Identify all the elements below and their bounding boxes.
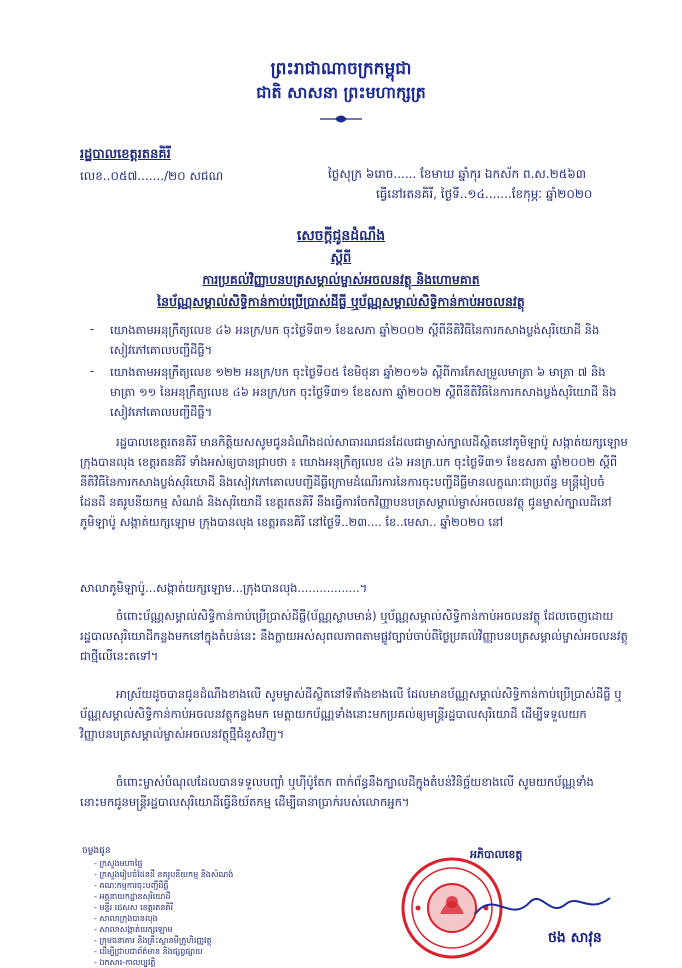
subject-label: ស្តីពី (330, 251, 352, 266)
lunar-date: ថ្ងៃសុក្រ ៦រោច...... ខែមាឃ ឆ្នាំកុរ ឯកស័ក ព.ស.២៥៦៣ (328, 167, 586, 181)
cc-item: - ដើម្បីជ្រាបជាព័ត៌មាន និងផ្សព្វផ្សាយ (94, 946, 233, 957)
signer-name: ថង សាវុន (548, 930, 602, 946)
signer-title: អភិបាលខេត្ត (470, 848, 523, 861)
cc-item: - សាលាសង្កាត់យក្សឡោម (94, 924, 233, 935)
cc-item: - ក្រសួងរៀបចំដែនដី នគរូបនីយកម្ម និងសំណង់ (94, 869, 233, 880)
subject-line-2: នៃប័ណ្ណសម្គាល់សិទ្ធិកាន់កាប់ប្រើប្រាស់ដីធ្លី ឬប័ណ្ណសម្គាល់សិទ្ធិកាន់កាប់អចលនវត្ថុ (157, 294, 525, 309)
reference-item: យោងតាមអនុក្រឹត្យលេខ ១២២ អនក្រ/បក ចុះថ្ងៃទី០៥ ខែមិថុនា ឆ្នាំ២០១៦ ស្តីពីការកែសម្រួលមាត្រា ៦ មាត្រា ៧ និងមាត្រា ១១ នៃអនុក្រឹត្យលេខ ៤៦ អនក្រ/បក ចុះថ្ងៃទី៣១ ខែឧសភា ឆ្នាំ២០០២ ស្តីពីនីតិវិធីនៃការកសាងប្លង់សុរិយោដី និងសៀវភៅគោលបញ្ជីដីធ្លី។ (110, 365, 617, 419)
cc-item: - អគ្គនាយកដ្ឋានសុរិយោដី (94, 891, 233, 902)
solar-date: ធ្វើនៅរតនគិរី, ថ្ងៃទី..១៤.......ខែកុម្ភៈ ឆ្នាំ២០២០ (376, 187, 593, 201)
cc-title: ចម្លងជូន (82, 846, 111, 856)
cc-item: - ឯកសារ-កាលប្បវត្តិ (94, 957, 233, 968)
kingdom-title: ព្រះរាជាណាចក្រកម្ពុជា (270, 59, 412, 79)
signature-icon (470, 884, 620, 928)
body-paragraph: ចំពោះប័ណ្ណសម្គាល់សិទ្ធិកាន់កាប់ប្រើប្រាស់ដីធ្លី(ប័ណ្ណស្លាបមាន់) ឬប័ណ្ណសម្គាល់សិទ្ធិកាន់កាប់អចលនវត្ថុ ដែលចេញដោយរដ្ឋបាលសុរិយោដីកន្លងមកនៅក្នុងតំបន់នេះ នឹងក្លាយអស់សុពលភាពតាមផ្លូវច្បាប់ចាប់ពីថ្ងៃប្រគល់វិញ្ញាបនបត្រសម្គាល់ម្ចាស់អចលនវត្ថុជាថ្មីលើនេះតទៅ។ (80, 609, 628, 663)
ornament-divider-icon (318, 112, 364, 126)
cc-item: - ក្រុមធនាគារ និងគ្រឹះស្ថានមីក្រូហិរញ្ញវត្ថុ (94, 935, 233, 946)
event-location: សាលាភូមិឡាប៉ូ...សង្កាត់យក្សឡោម...ក្រុងបានលុង.................។ (80, 581, 368, 595)
reference-bullet: - (90, 322, 95, 336)
cc-item: - មន្ទីរ រដសស ខេត្តរតនគិរី (94, 902, 233, 913)
body-paragraph: ចំពោះម្ចាស់បំណុលដែលបានទទួលបញ្ចាំ ឬហ៊ីប៉ូតែក ពាក់ព័ន្ធនឹងក្បាលដីក្នុងតំបន់វិនិច្ឆ័យខាងលើ សូមយកប័ណ្ណទាំងនោះមកជូនមន្ត្រីរដ្ឋបាលសុរិយោដីធ្វើនិយ័តកម្ម ដើម្បីធានាប្រាក់របស់លោកអ្នក។ (80, 775, 594, 809)
national-motto: ជាតិ សាសនា ព្រះមហាក្សត្រ (256, 83, 426, 102)
subject-line-1: ការប្រគល់វិញ្ញាបនបត្រសម្គាល់ម្ចាស់អចលនវត្ថុ និងហោមគាត (202, 272, 480, 287)
body-paragraph: អាស្រ័យដូចបានជូនដំណឹងខាងលើ សូមម្ចាស់ដីស្ថិតនៅទីតាំងខាងលើ ដែលមានប័ណ្ណសម្គាល់សិទ្ធិកាន់កាប់ប្រើប្រាស់ដីធ្លី ឬប័ណ្ណសម្គាល់សិទ្ធិកាន់កាប់អចលនវត្ថុកន្លងមក មេត្តាយកប័ណ្ណទាំងនោះមកប្រគល់ឲ្យមន្ត្រីរដ្ឋបាលសុរិយោដី ដើម្បីទទួលយកវិញ្ញាបនបត្រសម្គាល់ម្ចាស់អចលនវត្ថុថ្មីជំនួសវិញ។ (80, 687, 622, 741)
reference-number: លេខ..០៥៧......./២០ សជណ (80, 169, 224, 183)
cc-item: - សាលាក្រុងបានលុង (94, 913, 233, 924)
body-paragraph: រដ្ឋបាលខេត្តរតនគិរី មានកិត្តិយសសូមជូនដំណឹងដល់សាធារណជនដែលជាម្ចាស់ក្បាលដីស្ថិតនៅភូមិឡាប៉ូ សង្កាត់យក្សឡោម ក្រុងបានលុង ខេត្តរតនគិរី ទាំងអស់ឲ្យបានជ្រាបថា ៖ យោងអនុក្រឹត្យលេខ ៤៦ អនក្រ.បក ចុះថ្ងៃទី៣១ ខែឧសភា ឆ្នាំ២០០២ ស្តីពីនីតិវិធីនៃការកសាងប្លង់សុរិយោដី និងសៀវភៅគោលបញ្ជីដីធ្លីក្រោមដំណើរការនៃការចុះបញ្ជីដីធ្លីមានលក្ខណៈជាប្រព័ន្ធ មន្ត្រីរៀបចំដែនដី នគរូបនីយកម្ម សំណង់ និងសុរិយោដី ខេត្តរតនគិរី នឹងធ្វើការចែកវិញ្ញាបនបត្រសម្គាល់ម្ចាស់អចលនវត្ថុ ជូនម្ចាស់ក្បាលដីនៅភូមិឡាប៉ូ សង្កាត់យក្សឡោម ក្រុងបានលុង ខេត្តរតនគិរី នៅថ្ងៃទី..២៣.... ខែ..មេសា.. ឆ្នាំ២០២០ នៅ (80, 435, 628, 529)
cc-item: - ក្រសួងមហាផ្ទៃ (94, 858, 233, 869)
notice-title: សេចក្តីជូនដំណឹង (296, 228, 386, 244)
issuing-authority: រដ្ឋបាលខេត្តរតនគិរី (80, 147, 171, 162)
reference-item: យោងតាមអនុក្រឹត្យលេខ ៤៦ អនក្រ/បក ចុះថ្ងៃទី៣១ ខែឧសភា ឆ្នាំ២០០២ ស្តីពីនីតិវិធីនៃការកសាងប្លង់សុរិយោដី និងសៀវភៅគោលបញ្ជីដីធ្លី។ (110, 323, 600, 357)
cc-list (94, 858, 233, 968)
cc-item: - គណៈកម្មការចុះបញ្ជីដីធ្លី (94, 880, 233, 891)
reference-bullet: - (90, 364, 95, 378)
